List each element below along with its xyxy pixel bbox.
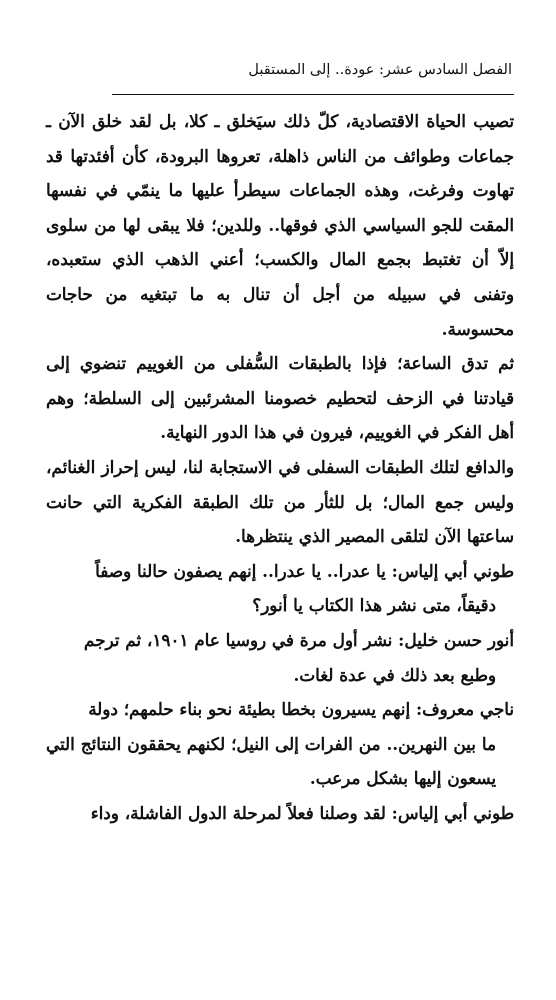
dialogue-paragraph <box>46 796 514 831</box>
paragraph-continuation: ما بين النهرين.. من الفرات إلى النيل؛ لكنهم يحققون النتائج التي يسعون إليها بشكل مرعب. <box>46 733 496 789</box>
running-header: الفصل السادس عشر: عودة.. إلى المستقبل <box>248 62 512 78</box>
paragraph-text: لقد وصلنا فعلاً لمرحلة الدول الفاشلة، وداء <box>90 802 386 823</box>
dialogue-paragraph <box>46 554 514 623</box>
paragraph-text: ثم تدق الساعة؛ فإذا بالطبقات السُّفلى من الغوييم تنضوي إلى قيادتنا في الزحف لتحطيم خصومنا المشرئبين إلى السلطة؛ وهم أهل الفكر في الغوييم، فيرون في هذا الدور النهاية. <box>46 353 514 443</box>
dialogue-paragraph <box>46 692 514 796</box>
speaker-name: أنور حسن خليل: <box>392 629 514 650</box>
paragraph-text: تصيب الحياة الاقتصادية، كلّ ذلك سيَخلق ـ كلا، بل لقد خلق الآن ـ جماعات وطوائف من الناس ذاهلة، تعروها البرودة، كأن أفئدتها قد تهاوت وفرغت، وهذه الجماعات سيطرأ عليها ما ينمّي في نفسها المقت للجو السياسي الذي فوقها.. وللدين؛ فلا يبقى لها من سلوى إلاّ أن تغتبط بجمع المال والكسب؛ أعني الذهب الذي ستعبده، وتفنى في سبيله من أجل أن تنال به ما تبتغيه من حاجات محسوسة. <box>46 111 514 339</box>
paragraph-text: إنهم يسيرون بخطا بطيئة نحو بناء حلمهم؛ دولة <box>88 699 411 720</box>
speaker-name: طوني أبي إلياس: <box>385 560 514 581</box>
header-rule <box>112 94 514 95</box>
paragraph-continuation: دقيقاً، متى نشر هذا الكتاب يا أنور؟ <box>252 595 496 616</box>
paragraph-continuation: وطبع بعد ذلك في عدة لغات. <box>293 664 496 685</box>
paragraph <box>46 450 514 554</box>
paragraph-text: والدافع لتلك الطبقات السفلى في الاستجابة لنا، ليس إحراز الغنائم، وليس جمع المال؛ بل للثأر من تلك الطبقة الفكرية التي حانت ساعتها الآن لتلقى المصير الذي ينتظرها. <box>46 456 514 547</box>
paragraph <box>46 346 514 450</box>
paragraph-text: يا عدرا.. يا عدرا.. إنهم يصفون حالنا وصفاً <box>95 560 386 581</box>
speaker-name: طوني أبي إلياس: <box>385 802 514 823</box>
body-text <box>46 104 514 830</box>
dialogue-paragraph <box>46 623 514 692</box>
paragraph <box>46 104 514 346</box>
paragraph-text: نشر أول مرة في روسيا عام ١٩٠١، ثم ترجم <box>83 629 393 650</box>
speaker-name: ناجي معروف: <box>410 699 514 720</box>
